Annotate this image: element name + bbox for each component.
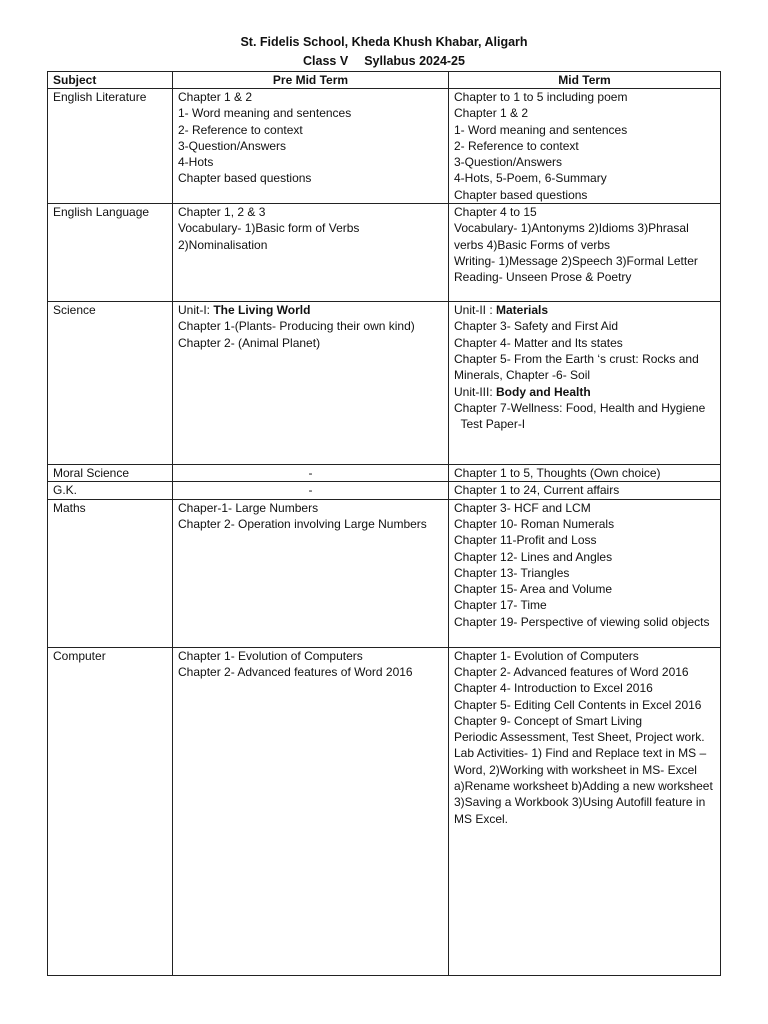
table-row [48,465,721,482]
list-item: Chapter 13- Triangles [454,565,570,580]
list-item: 4-Hots [178,155,214,170]
list-item: Chapter 1- Evolution of Computers [178,648,363,663]
pre-mid-term-cell [173,89,449,204]
list-item: Vocabulary- 1)Basic form of Verbs 2)Nominalisation [178,221,360,252]
table-row [48,482,721,499]
list-item: 3-Question/Answers [178,138,287,153]
unit-name: Body and Health [496,384,591,399]
pre-mid-term-cell [173,302,449,465]
mid-term-cell [449,647,721,975]
syllabus-label: Syllabus 2024-25 [364,54,465,68]
mid-term-cell [449,499,721,647]
pre-mid-term-cell: - [173,465,449,482]
list-item: Chapter based questions [454,187,588,202]
unit-heading [178,302,443,318]
unit-heading [454,384,715,400]
table-row [48,647,721,975]
syllabus-table [47,71,721,976]
list-item: Chapter 5- From the Earth ‘s crust: Rocks and Minerals, Chapter -6- Soil [454,351,699,383]
subject-cell: Maths [48,499,173,647]
unit-prefix: Unit-III: [454,384,497,399]
subject-cell: English Language [48,204,173,302]
column-header-mid-term: Mid Term [449,72,721,89]
mid-term-cell [449,89,721,204]
unit-prefix: Unit-II : [454,303,497,318]
subject-cell: G.K. [48,482,173,499]
list-item: Chapter 9- Concept of Smart Living [454,713,643,728]
list-item: Lab Activities- 1) Find and Replace text in MS –Word, 2)Working with worksheet in MS- Excel a)Rename worksheet b)Adding a new worksheet 3)Saving a Workbook 3)Using Autofill feature in MS Excel. [454,746,713,826]
list-item: 2- Reference to context [454,138,579,153]
table-row [48,302,721,465]
subject-cell: Science [48,302,173,465]
list-item: Chapter to 1 to 5 including poem [454,90,628,104]
list-item: Chapter 2- Operation involving Large Numbers [178,516,427,531]
list-item: 1- Word meaning and sentences [178,106,352,121]
list-item: Chapter 12- Lines and Angles [454,549,613,564]
list-item: Chapter 3- HCF and LCM [454,500,591,515]
list-item: Chapter 1-(Plants- Producing their own kind) [178,319,415,334]
subject-cell: Computer [48,647,173,975]
list-item: Chapter based questions [178,171,312,186]
class-label: Class V [303,54,349,68]
list-item: Chapter 11-Profit and Loss [454,533,597,548]
mid-term-cell: Chapter 1 to 24, Current affairs [449,482,721,499]
mid-term-cell: Chapter 1 to 5, Thoughts (Own choice) [449,465,721,482]
list-item: Chapter 10- Roman Numerals [454,516,615,531]
list-item: Chapter 4- Matter and Its states [454,335,623,350]
list-item: Writing- 1)Message 2)Speech 3)Formal Letter [454,253,698,268]
list-item: Test Paper-I [454,417,526,432]
list-item: Reading- Unseen Prose & Poetry [454,270,632,285]
pre-mid-term-cell [173,499,449,647]
mid-term-cell [449,204,721,302]
list-item: Chapter 1, 2 & 3 [178,205,266,220]
table-row [48,499,721,647]
unit-heading [454,302,715,318]
list-item: Chapter 19- Perspective of viewing solid objects [454,614,710,629]
unit-prefix: Unit-I: [178,303,214,318]
list-item: Chapter 1- Evolution of Computers [454,648,639,663]
table-row [48,204,721,302]
list-item: Chapter 4- Introduction to Excel 2016 [454,681,653,696]
list-item: 3-Question/Answers [454,155,563,170]
list-item: Chapter 17- Time [454,598,547,613]
list-item: 2- Reference to context [178,122,303,137]
unit-name: The Living World [213,303,311,318]
list-item: Vocabulary- 1)Antonyms 2)Idioms 3)Phrasal verbs 4)Basic Forms of verbs [454,221,689,252]
list-item: Chapter 15- Area and Volume [454,582,613,597]
list-item: Chapter 1 & 2 [454,106,529,121]
page-title: St. Fidelis School, Kheda Khush Khabar, Aligarh [240,35,528,49]
pre-mid-term-cell [173,204,449,302]
page-subtitle [0,53,768,69]
list-item: Chapter 1 & 2 [178,90,253,104]
pre-mid-term-cell: - [173,482,449,499]
list-item: Periodic Assessment, Test Sheet, Project work. [454,730,705,745]
list-item: Chaper-1- Large Numbers [178,500,319,515]
list-item: Chapter 4 to 15 [454,205,537,220]
subject-cell: English Literature [48,89,173,204]
mid-term-cell [449,302,721,465]
subject-cell: Moral Science [48,465,173,482]
list-item: Chapter 2- Advanced features of Word 2016 [454,664,689,679]
table-row [48,89,721,204]
list-item: 4-Hots, 5-Poem, 6-Summary [454,171,607,186]
column-header-pre-mid-term: Pre Mid Term [173,72,449,89]
list-item: Chapter 7-Wellness: Food, Health and Hygiene [454,400,706,415]
list-item: Chapter 5- Editing Cell Contents in Excel 2016 [454,697,702,712]
table-header-row [48,72,721,89]
pre-mid-term-cell [173,647,449,975]
list-item: Chapter 2- Advanced features of Word 2016 [178,664,413,679]
list-item: 1- Word meaning and sentences [454,122,628,137]
list-item: Chapter 2- (Animal Planet) [178,335,321,350]
list-item: Chapter 3- Safety and First Aid [454,319,619,334]
unit-name: Materials [496,303,549,318]
column-header-subject: Subject [48,72,173,89]
